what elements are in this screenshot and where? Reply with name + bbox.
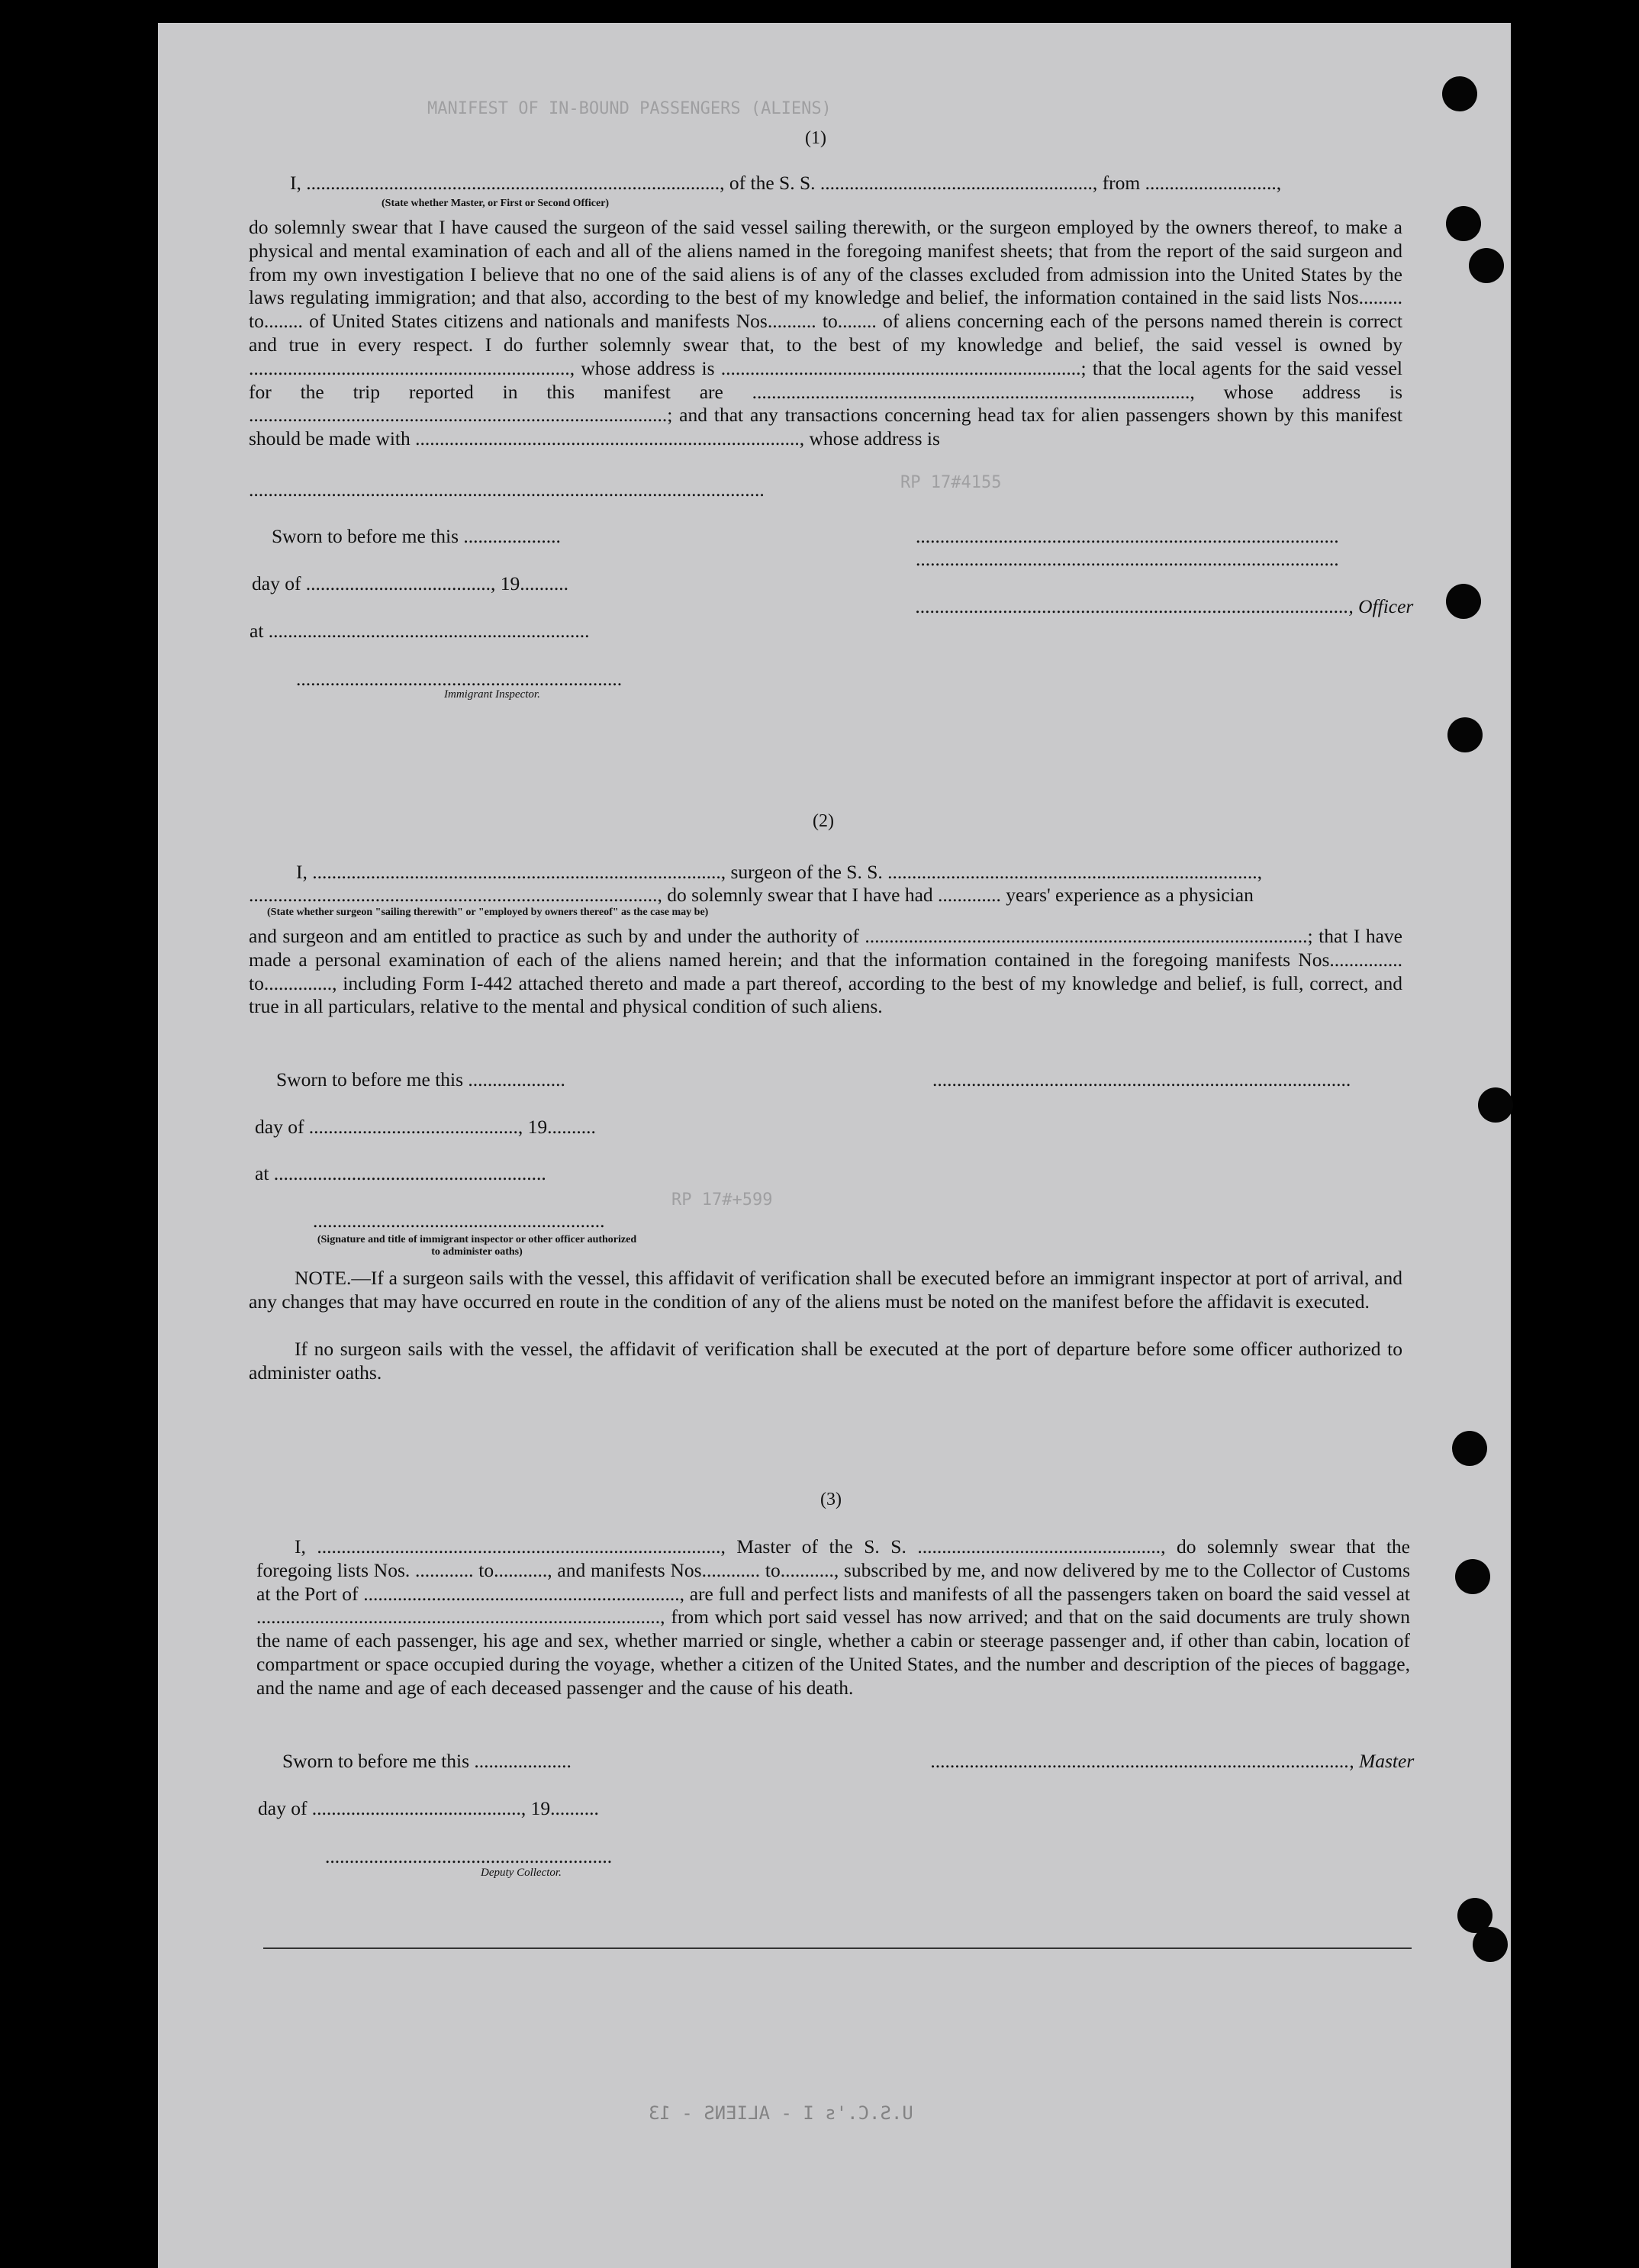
bleed-through-footer: U.S.C.'s I - ALIENS - 13 [649,2102,913,2124]
section-2-officer-caption: (Signature and title of immigrant inspector or other officer authorized to administer oaths) [317,1234,637,1258]
section-2-opening-line: I, ...................................................................................., surgeon of the S. S. ............................................................................, [296,861,1263,883]
punch-hole [1478,1087,1513,1123]
section-1-officer-line: ........................................................................................., Officer [916,595,1414,617]
section-1-signature-line-2: ....................................................................................... [916,548,1339,570]
punch-hole [1455,1559,1490,1594]
section-1-opening-note: (State whether Master, or First or Second Officer) [382,198,610,209]
section-2-second-line: ...................................................................................., do solemnly swear that I have had ............. years' experience as a physician [249,884,1254,906]
section-1-number: (1) [805,128,826,148]
section-1-inspector-signature-line: ................................................................... [296,668,623,690]
section-3-master-line: ......................................................................................, Master [931,1750,1415,1772]
bottom-rule [263,1947,1412,1949]
punch-hole [1452,1431,1487,1466]
section-3-collector-caption: Deputy Collector. [481,1867,562,1879]
section-2-signature-line: ...................................................................................... [932,1068,1351,1091]
punch-hole [1447,717,1483,752]
section-2-sworn-line: Sworn to before me this .................... [276,1068,565,1091]
section-1-at-line: at .................................................................. [250,620,590,642]
section-3-sworn-line: Sworn to before me this .................... [282,1750,572,1772]
punch-hole [1446,584,1481,619]
section-2-note-2: If no surgeon sails with the vessel, the affidavit of verification shall be executed at the port of departure before some officer authorized to administer oaths. [249,1338,1402,1384]
section-1-oath-text: do solemnly swear that I have caused the surgeon of the said vessel sailing therewith, or the surgeon employed by the owners thereof, to make a physical and mental examination of each and all of the aliens named in the foregoing manifest sheets; that from the report of the said surgeon and from my own investigation I believe that no one of the said aliens is of any of the classes excluded from admission into the United States by the laws regulating immigration; and that also, according to the best of my knowledge and belief, the information contained in the said lists Nos......... to........ of United States citizens and nationals and manifests Nos.......... to........ of aliens concerning each of the persons named therein is correct and true in every respect. I do further solemnly swear that, to the best of my knowledge and belief, the said vessel is owned by .................................................................., whose address is ..........................................................................; that the local agents for the said vessel for the trip reported in this manifest are .........................................................................................., whose address is ......................................................................................; and that any transactions concerning head tax for alien passengers shown by this manifest should be made with ..............................................................................., whose address is [249,216,1402,450]
section-2-number: (2) [813,811,834,831]
section-2-day-line: day of ..........................................., 19.......... [255,1116,596,1138]
section-3-day-line: day of ..........................................., 19.......... [258,1797,599,1819]
bleed-through-header: MANIFEST OF IN-BOUND PASSENGERS (ALIENS) [427,99,832,118]
section-3-collector-signature-line: ........................................................... [325,1845,613,1867]
section-2-note-1: NOTE.—If a surgeon sails with the vessel, this affidavit of verification shall be executed before an immigrant inspector at port of arrival, and any changes that may have occurred en route in the condition of any of the aliens must be noted on the manifest before the affidavit is executed. [249,1267,1402,1313]
section-1-day-line: day of ......................................, 19.......... [252,572,569,594]
section-2-at-line: at ........................................................ [255,1162,546,1184]
punch-hole [1469,248,1504,283]
bleed-through-text: RP 17#4155 [900,473,1002,492]
punch-hole [1473,1927,1508,1962]
section-2-oath-text: and surgeon and am entitled to practice as such by and under the authority of ...........................................................................................; that I have made a personal examination of each of the aliens named herein; and that the information contained in the foregoing manifests Nos............... to.............., including Form I-442 attached thereto and made a part thereof, according to the best of my knowledge and belief, is full, correct, and true in all particulars, relative to the mental and physical condition of such aliens. [249,925,1402,1018]
section-1-address-line: .......................................................................................................... [249,478,765,501]
section-1-opening-line: I, ....................................................................................., of the S. S. ........................................................, from ..........................., [290,172,1282,194]
bleed-through-text-2: RP 17#+599 [671,1190,773,1210]
section-2-officer-signature-line: ............................................................ [313,1210,605,1232]
section-1-inspector-caption: Immigrant Inspector. [444,688,540,701]
section-2-surgeon-note: (State whether surgeon "sailing therewith" or "employed by owners thereof" as the case may be) [267,907,709,918]
section-1-signature-line-1: ....................................................................................... [916,525,1339,547]
punch-hole [1442,76,1477,111]
section-1-sworn-line: Sworn to before me this .................... [272,525,561,547]
punch-hole [1446,206,1481,241]
section-3-number: (3) [820,1490,842,1509]
section-3-oath-text: I, ..................................................................................., Master of the S. S. .................................................., do solemnly swear that the foregoing lists Nos. ............ to..........., and manifests Nos............ to..........., subscribed by me, and now delivered by me to the Collector of Customs at the Port of ................................................................., are full and perfect lists and manifests of all the passengers taken on board the said vessel at ..................................................................................., from which port said vessel has now arrived; and that on the said documents are truly shown the name of each passenger, his age and sex, whether married or single, whether a cabin or steerage passenger and, if other than cabin, location of compartment or space occupied during the voyage, whether a citizen of the United States, and the number and description of the pieces of baggage, and the name and age of each deceased passenger and the cause of his death. [256,1535,1410,1699]
